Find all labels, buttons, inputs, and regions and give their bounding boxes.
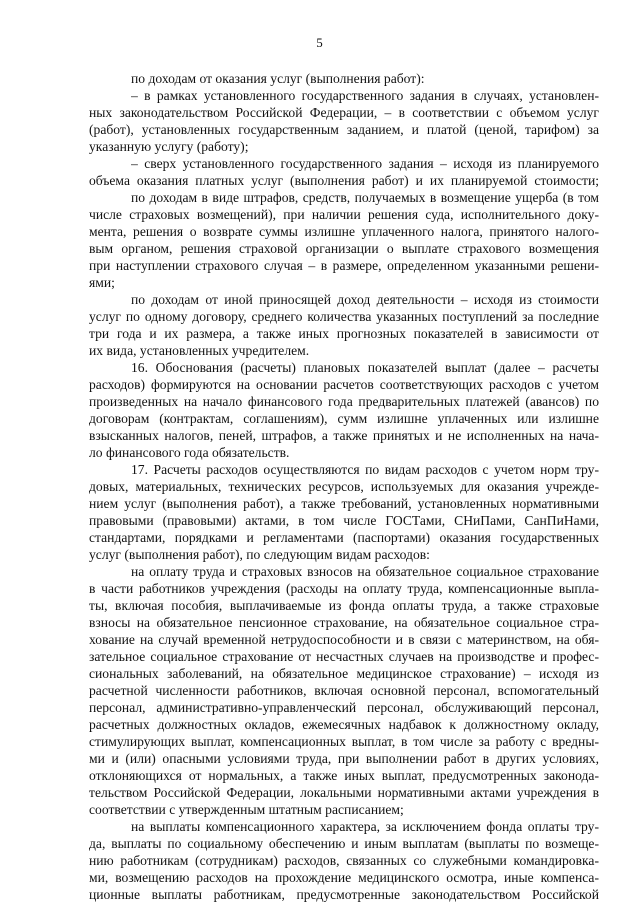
- text-line: зательное социальное страхование от несчастных случаев на производстве и профес-: [89, 649, 599, 664]
- text-line: нием услуг (выполнения работ), а также требований, установленных нормативными: [89, 496, 599, 511]
- text-line: на выплаты компенсационного характера, за исключением фонда оплаты тру-: [131, 819, 599, 834]
- text-line: ло финансового года обязательств.: [89, 445, 290, 460]
- text-line: по доходам в виде штрафов, средств, получаемых в возмещение ущерба (в том: [131, 190, 599, 205]
- text-line: ями;: [89, 275, 115, 290]
- text-line: ты, включая пособия, выплачиваемые из фонда оплаты труда, а также страховые: [89, 598, 599, 613]
- text-line: персонал, административно-управленческий персонал, обслуживающий персонал,: [89, 700, 599, 715]
- text-line: взносы на обязательное пенсионное страхование, на обязательное социальное стра-: [89, 615, 599, 630]
- text-line: отклоняющихся от нормальных, а также иных выплат, предусмотренных законода-: [89, 768, 599, 783]
- text-line: тельством Российской Федерации, локальными нормативными актами учреждения в: [89, 785, 599, 800]
- text-line: взысканных налогов, пеней, штрафов, а также принятых и не исполненных на нача-: [89, 428, 599, 443]
- text-line: мента, решения о возврате суммы излишне уплаченного налога, принятого налого-: [89, 224, 599, 239]
- text-line: договорам (контрактам, соглашениям), сумм излишне уплаченных или излишне: [89, 411, 599, 426]
- text-line: – в рамках установленного государственного задания в случаях, установлен-: [131, 88, 599, 103]
- text-line: хование на случай временной нетрудоспособности и в связи с материнством, на обя-: [89, 632, 599, 647]
- text-line: по доходам от иной приносящей доход деятельности – исходя из стоимости: [131, 292, 599, 307]
- text-line: ных законодательством Российской Федерации, – в соответствии с объемом услуг: [89, 105, 599, 120]
- text-line: довых, материальных, технических ресурсов, используемых для оказания учрежде-: [89, 479, 599, 494]
- text-line: их вида, установленных учредителем.: [89, 343, 310, 358]
- text-line: объема оказания платных услуг (выполнения работ) и их планируемой стоимости;: [89, 173, 599, 188]
- text-line: ми, возмещению расходов на прохождение медицинского осмотра, иные компенса-: [89, 870, 599, 885]
- page-number: 5: [316, 35, 323, 50]
- text-line: расчетной численности работников, включая основной персонал, вспомогательный: [89, 683, 599, 698]
- text-line: на оплату труда и страховых взносов на обязательное социальное страхование: [131, 564, 599, 579]
- text-line: в части работников учреждения (расходы на оплату труда, компенсационные выпла-: [89, 581, 599, 596]
- text-line: 16. Обоснования (расчеты) плановых показателей выплат (далее – расчеты: [131, 360, 599, 375]
- text-line: ми и (или) опасными условиями труда, при выполнении работ в других условиях,: [89, 751, 599, 766]
- text-line: услуг (выполнения работ), по следующим видам расходов:: [89, 547, 430, 562]
- text-line: услуг по одному договору, среднего количества указанных поступлений за последние: [89, 309, 599, 324]
- text-line: при наступлении страхового случая – в размере, определенном указанными решени-: [89, 258, 599, 273]
- text-line: произведенных на начало финансового года предварительных платежей (авансов) по: [89, 394, 599, 409]
- text-line: нию работникам (сотрудникам) расходов, связанных со служебными командировка-: [89, 853, 599, 868]
- text-line: (работ), установленных государственным заданием, и платой (ценой, тарифом) за: [89, 122, 599, 137]
- text-line: стандартами, порядками и регламентами (паспортами) оказания государственных: [89, 530, 599, 545]
- text-line: расчетных должностных окладов, ежемесячных надбавок к должностному окладу,: [89, 717, 599, 732]
- text-line: по доходам от оказания услуг (выполнения работ):: [131, 71, 425, 86]
- text-line: 17. Расчеты расходов осуществляются по видам расходов с учетом норм тру-: [131, 462, 599, 477]
- text-line: да, выплаты по социальному обеспечению и иным выплатам (выплаты по возмеще-: [89, 836, 599, 851]
- text-line: вым органом, решения страховой организации о выплате страхового возмещения: [89, 241, 599, 256]
- text-line: ционные выплаты работникам, предусмотренные законодательством Российской: [89, 887, 599, 902]
- text-line: соответствии с утвержденным штатным расписанием;: [89, 802, 404, 817]
- text-line: стимулирующих выплат, компенсационных выплат, в том числе за работу с вредны-: [89, 734, 599, 749]
- text-line: три года и их размера, а также иных прогнозных показателей в зависимости от: [89, 326, 599, 341]
- text-line: указанную услугу (работу);: [89, 139, 249, 154]
- text-line: числе страховых возмещений), при наличии решения суда, исполнительного доку-: [89, 207, 599, 222]
- text-line: сиональных заболеваний, на обязательное медицинское страхование) – исходя из: [89, 666, 599, 681]
- text-line: расходов) формируются на основании расчетов соответствующих расходов с учетом: [89, 377, 599, 392]
- text-line: – сверх установленного государственного задания – исходя из планируемого: [131, 156, 599, 171]
- text-line: правовыми (правовыми) актами, в том числе ГОСТами, СНиПами, СанПиНами,: [89, 513, 599, 528]
